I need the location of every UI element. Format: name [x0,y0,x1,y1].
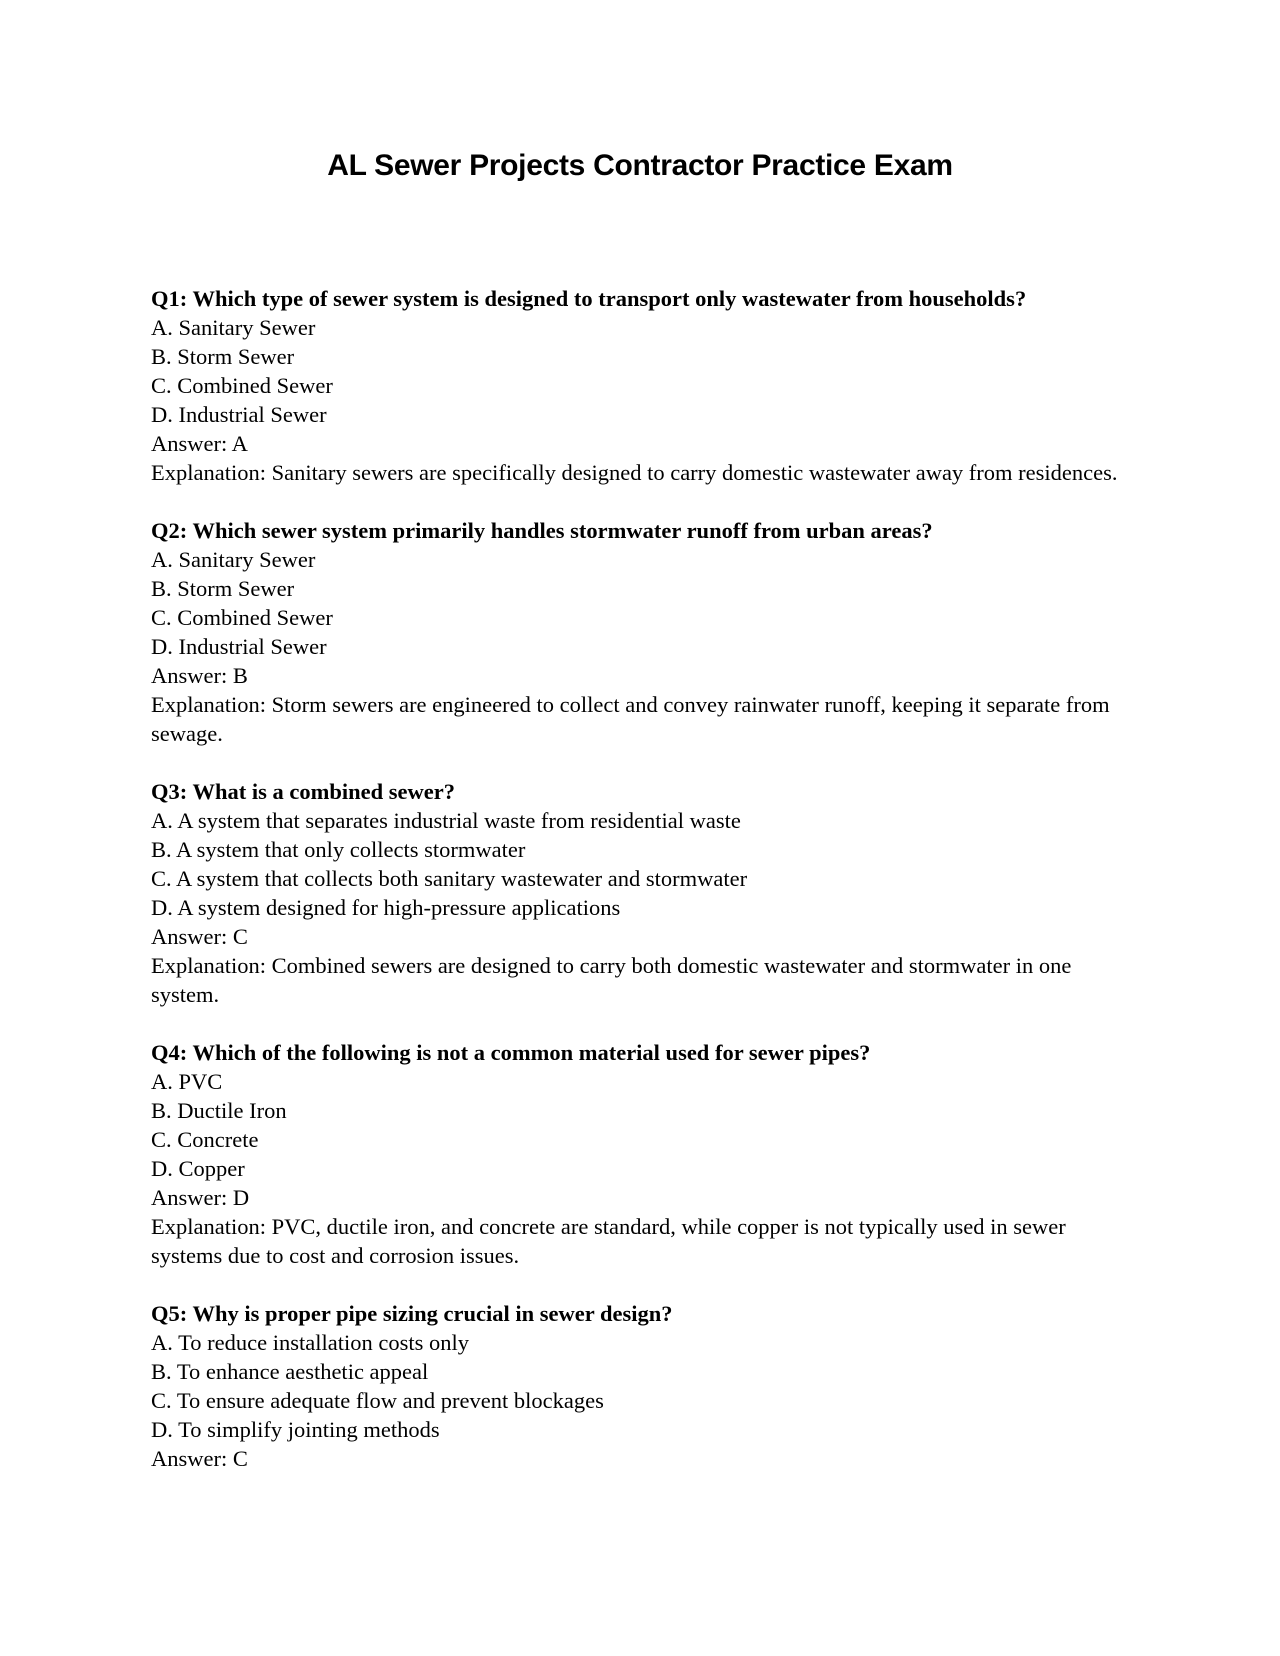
answer-option-d: D. Industrial Sewer [151,402,327,427]
answer-option-c: C. Combined Sewer [151,605,333,630]
answer-option-d: D. A system designed for high-pressure applications [151,895,621,920]
correct-answer: Answer: A [151,431,248,456]
answer-option-d: D. Copper [151,1156,245,1181]
question-text: Q3: What is a combined sewer? [151,779,455,804]
answer-option-b: B. Storm Sewer [151,344,295,369]
answer-explanation: Explanation: Combined sewers are designed to carry both domestic wastewater and stormwater in one system. [151,953,1072,1007]
answer-option-a: A. PVC [151,1069,223,1094]
correct-answer: Answer: C [151,924,248,949]
answer-option-b: B. A system that only collects stormwater [151,837,526,862]
question-block-q5 [151,1299,1151,1473]
answer-option-c: C. A system that collects both sanitary wastewater and stormwater [151,866,748,891]
answer-option-b: B. Storm Sewer [151,576,295,601]
document-title: AL Sewer Projects Contractor Practice Exam [327,149,953,182]
answer-option-b: B. Ductile Iron [151,1098,287,1123]
answer-explanation: Explanation: PVC, ductile iron, and concrete are standard, while copper is not typically used in sewer systems due to cost and corrosion issues. [151,1214,1066,1268]
answer-option-b: B. To enhance aesthetic appeal [151,1359,429,1384]
correct-answer: Answer: D [151,1185,250,1210]
answer-option-c: C. Combined Sewer [151,373,333,398]
answer-explanation: Explanation: Storm sewers are engineered to collect and convey rainwater runoff, keeping it separate from sewage. [151,692,1110,746]
question-text: Q5: Why is proper pipe sizing crucial in sewer design? [151,1301,673,1326]
answer-option-a: A. A system that separates industrial waste from residential waste [151,808,741,833]
question-block-q3 [151,777,1151,1009]
answer-explanation: Explanation: Sanitary sewers are specifically designed to carry domestic wastewater away from residences. [151,460,1118,485]
answer-option-a: A. Sanitary Sewer [151,547,316,572]
answer-option-d: D. Industrial Sewer [151,634,327,659]
correct-answer: Answer: C [151,1446,248,1471]
answer-option-c: C. To ensure adequate flow and prevent blockages [151,1388,604,1413]
question-block-q2 [151,516,1151,748]
question-text: Q4: Which of the following is not a common material used for sewer pipes? [151,1040,871,1065]
question-text: Q1: Which type of sewer system is designed to transport only wastewater from households? [151,286,1027,311]
answer-option-a: A. To reduce installation costs only [151,1330,469,1355]
question-list [151,284,1151,1502]
question-block-q1 [151,284,1151,487]
question-text: Q2: Which sewer system primarily handles stormwater runoff from urban areas? [151,518,933,543]
question-block-q4 [151,1038,1151,1270]
answer-option-a: A. Sanitary Sewer [151,315,316,340]
correct-answer: Answer: B [151,663,248,688]
answer-option-c: C. Concrete [151,1127,259,1152]
answer-option-d: D. To simplify jointing methods [151,1417,440,1442]
